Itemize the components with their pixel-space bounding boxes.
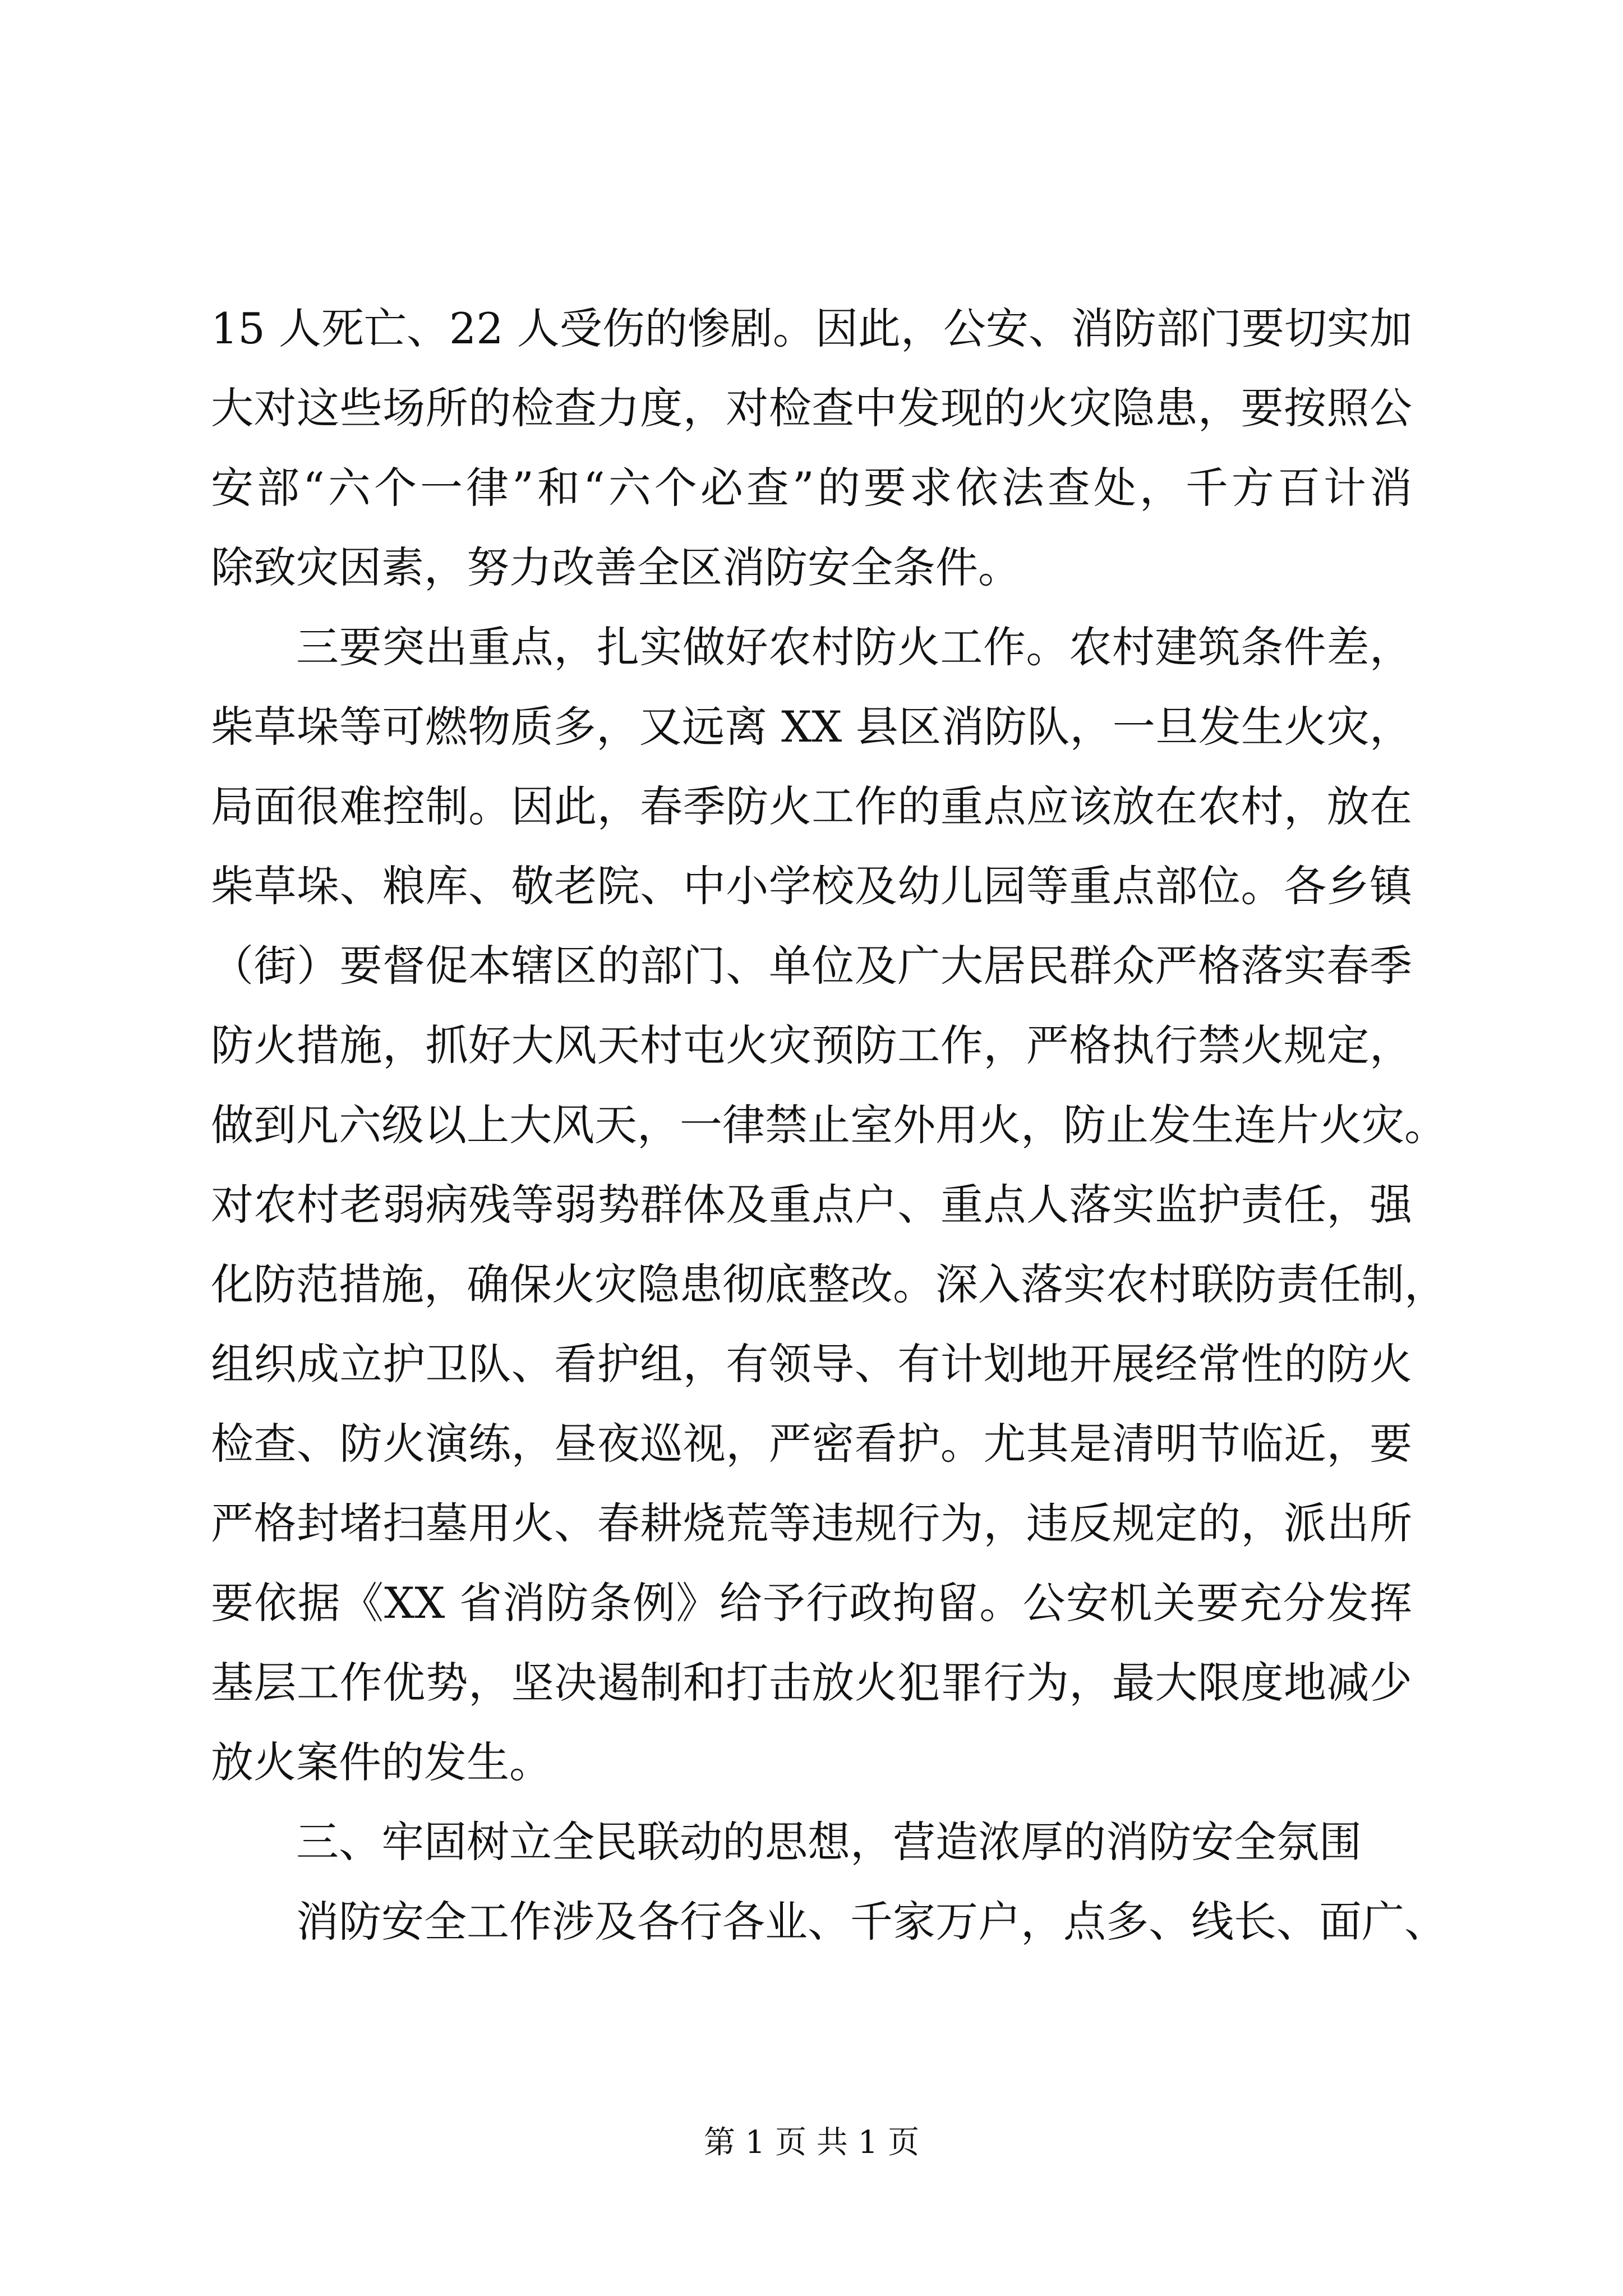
text-line: 柴草垛等可燃物质多，又远离 XX 县区消防队，一旦发生火灾， [211,702,1412,752]
text-line: 大对这些场所的检查力度，对检查中发现的火灾隐患，要按照公 [211,383,1412,433]
document-body [211,289,1447,1962]
text-line: 做到凡六级以上大风天，一律禁止室外用火，防止发生连片火灾。 [211,1100,1447,1150]
text-line: 放火案件的发生。 [211,1737,552,1787]
text-line: 要依据《XX 省消防条例》给予行政拘留。公安机关要充分发挥 [211,1578,1412,1628]
text-line: （街）要督促本辖区的部门、单位及广大居民群众严格落实春季 [211,941,1412,991]
text-line: 检查、防火演练，昼夜巡视，严密看护。尤其是清明节临近，要 [211,1419,1412,1469]
text-line: 对农村老弱病残等弱势群体及重点户、重点人落实监护责任，强 [211,1180,1412,1230]
text-line: 局面很难控制。因此，春季防火工作的重点应该放在农村，放在 [211,781,1412,831]
text-line: 安部“六个一律”和“六个必查”的要求依法查处，千方百计消 [211,463,1412,513]
text-line: 15 人死亡、22 人受伤的惨剧。因此，公安、消防部门要切实加 [211,303,1412,353]
text-line: 消防安全工作涉及各行各业、千家万户，点多、线长、面广、 [296,1897,1447,1947]
text-line: 基层工作优势，坚决遏制和打击放火犯罪行为，最大限度地减少 [211,1658,1412,1708]
text-line: 除致灾因素，努力改善全区消防安全条件。 [211,542,1021,592]
text-line: 组织成立护卫队、看护组，有领导、有计划地开展经常性的防火 [211,1339,1412,1389]
text-line: 三要突出重点，扎实做好农村防火工作。农村建筑条件差， [296,622,1412,672]
page-footer: 第 1 页 共 1 页 [703,2124,920,2161]
text-line: 严格封堵扫墓用火、春耕烧荒等违规行为，违反规定的，派出所 [211,1498,1412,1548]
text-line: 化防范措施，确保火灾隐患彻底整改。深入落实农村联防责任制， [211,1259,1447,1309]
text-line: 柴草垛、粮库、敬老院、中小学校及幼儿园等重点部位。各乡镇 [211,861,1412,911]
section-heading: 三、牢固树立全民联动的思想，营造浓厚的消防安全氛围 [296,1817,1362,1867]
text-line: 防火措施，抓好大风天村屯火灾预防工作，严格执行禁火规定， [211,1020,1412,1070]
